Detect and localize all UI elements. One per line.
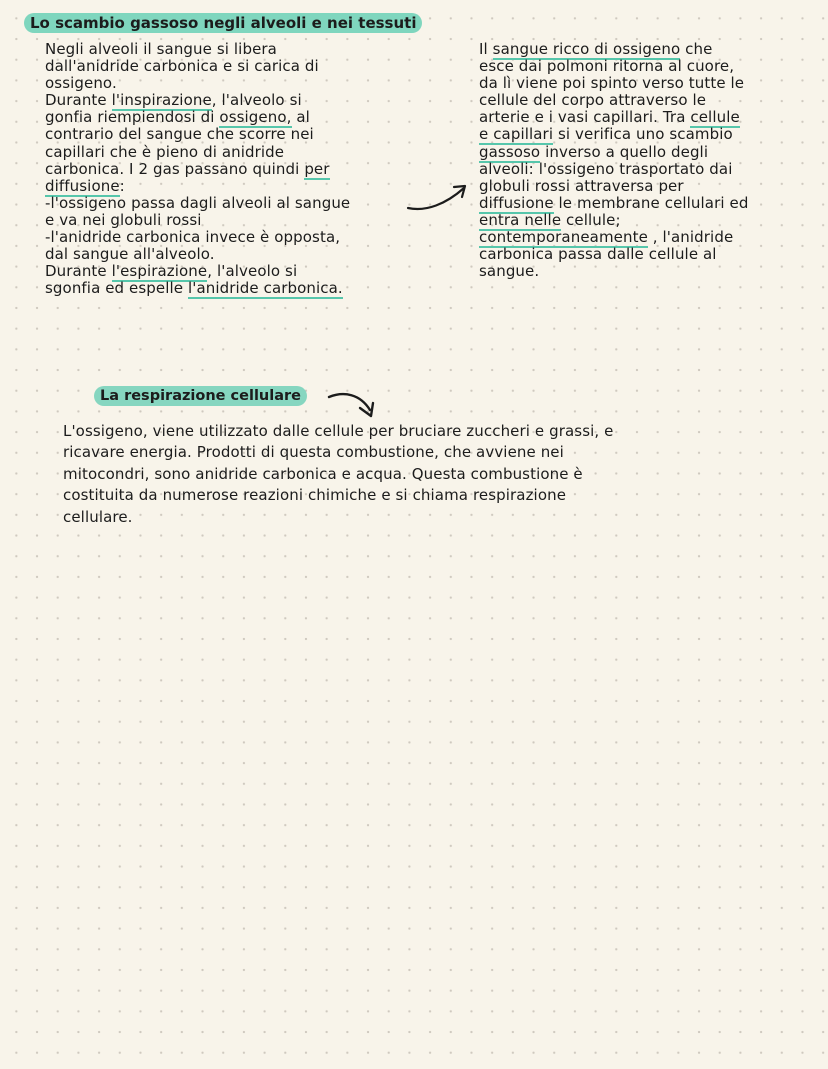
text-line: [45, 263, 350, 280]
text-segment: dall'anidride carbonica e si carica di: [45, 57, 319, 76]
text-segment: sgonfia ed espelle: [45, 279, 188, 298]
right-column-text: [479, 41, 748, 280]
text-segment: le membrane cellulari ed: [553, 193, 749, 212]
text-line: [63, 485, 613, 506]
text-line: [479, 161, 748, 178]
text-segment: sangue.: [479, 262, 540, 281]
text-line: [45, 246, 350, 263]
text-segment: cellule del corpo attraverso le: [479, 91, 707, 110]
text-line: [479, 212, 748, 229]
text-segment: ricavare energia. Prodotti di questa combustione, che avviene nei: [63, 443, 564, 462]
down-arrow-icon: [326, 388, 378, 422]
section-title-gas-exchange: Lo scambio gassoso negli alveoli e nei tessuti: [24, 13, 422, 33]
text-line: [479, 195, 748, 212]
text-segment: contrario del sangue che scorre nei: [45, 125, 314, 144]
text-segment: , l'alveolo si: [211, 91, 302, 110]
text-line: [479, 41, 748, 58]
text-line: [45, 58, 350, 75]
text-line: [63, 442, 613, 463]
text-line: [479, 92, 748, 109]
respiration-paragraph: [63, 421, 613, 528]
text-segment: capillari che è pieno di anidride: [45, 142, 285, 161]
underlined-term: ossigeno,: [219, 108, 292, 127]
text-line: [45, 229, 350, 246]
text-line: [45, 126, 350, 143]
text-line: [45, 178, 350, 195]
text-line: [479, 178, 748, 195]
underlined-term: gassoso: [479, 142, 541, 161]
text-line: [479, 75, 748, 92]
text-segment: costituita da numerose reazioni chimiche e si chiama respirazione: [63, 486, 567, 505]
text-segment: Il: [479, 40, 493, 58]
text-line: [45, 195, 350, 212]
text-line: [45, 75, 350, 92]
text-line: [45, 41, 350, 58]
text-segment: inverso a quello degli: [540, 142, 709, 161]
text-segment: carbonica passa dalle cellule al: [479, 245, 717, 264]
text-segment: gonfia riempiendosi di: [45, 108, 220, 127]
right-arrow-icon: [404, 180, 470, 214]
text-line: [479, 58, 748, 75]
text-line: [45, 109, 350, 126]
underlined-term: l'espirazione: [111, 262, 208, 281]
text-segment: -l'ossigeno passa dagli alveoli al sangue: [45, 193, 351, 212]
section-title-cellular-respiration: La respirazione cellulare: [94, 386, 307, 406]
text-line: [479, 229, 748, 246]
text-segment: Negli alveoli il sangue si libera: [45, 40, 277, 58]
text-segment: cellulare.: [63, 507, 133, 526]
underlined-term: sangue ricco di ossigeno: [492, 40, 681, 58]
text-segment: dal sangue all'alveolo.: [45, 245, 215, 264]
text-line: [45, 280, 350, 297]
underlined-term: l'anidride carbonica.: [187, 279, 343, 298]
text-line: [479, 126, 748, 143]
text-segment: cellule;: [561, 210, 621, 229]
text-line: [479, 246, 748, 263]
left-column-text: [45, 41, 350, 297]
text-segment: L'ossigeno, viene utilizzato dalle cellule per bruciare zuccheri e grassi, e: [63, 422, 614, 440]
text-segment: :: [119, 176, 125, 195]
text-segment: da lì viene poi spinto verso tutte le: [479, 74, 745, 93]
text-segment: carbonica. I 2 gas passano quindi: [45, 159, 305, 178]
text-segment: ossigeno.: [45, 74, 117, 93]
text-segment: , l'anidride: [647, 228, 734, 247]
text-line: [63, 464, 613, 485]
text-segment: Durante: [45, 262, 112, 281]
text-line: [63, 421, 613, 442]
underlined-term: diffusione: [45, 176, 120, 195]
text-line: [479, 109, 748, 126]
text-line: [45, 144, 350, 161]
underlined-term: l'inspirazione: [111, 91, 212, 110]
text-line: [45, 92, 350, 109]
underlined-term: per: [304, 159, 330, 178]
text-segment: arterie e i vasi capillari. Tra: [479, 108, 691, 127]
text-line: [45, 161, 350, 178]
text-segment: , l'alveolo si: [207, 262, 298, 281]
text-line: [45, 212, 350, 229]
underlined-term: contemporaneamente: [479, 228, 648, 247]
text-segment: che: [680, 40, 713, 58]
text-segment: e va nei globuli rossi: [45, 210, 202, 229]
underlined-term: entra nelle: [479, 210, 562, 229]
text-segment: al: [291, 108, 310, 127]
text-line: [479, 263, 748, 280]
text-segment: alveoli: l'ossigeno trasportato dai: [479, 159, 733, 178]
text-segment: esce dai polmoni ritorna al cuore,: [479, 57, 735, 76]
text-segment: Durante: [45, 91, 112, 110]
text-segment: globuli rossi attraversa per: [479, 176, 684, 195]
text-segment: si verifica uno scambio: [553, 125, 733, 144]
text-segment: -l'anidride carbonica invece è opposta,: [45, 228, 341, 247]
underlined-term: diffusione: [479, 193, 554, 212]
underlined-term: e capillari: [479, 125, 554, 144]
underlined-term: cellule: [690, 108, 740, 127]
text-line: [479, 144, 748, 161]
text-line: [63, 507, 613, 528]
text-segment: mitocondri, sono anidride carbonica e acqua. Questa combustione è: [63, 464, 583, 483]
